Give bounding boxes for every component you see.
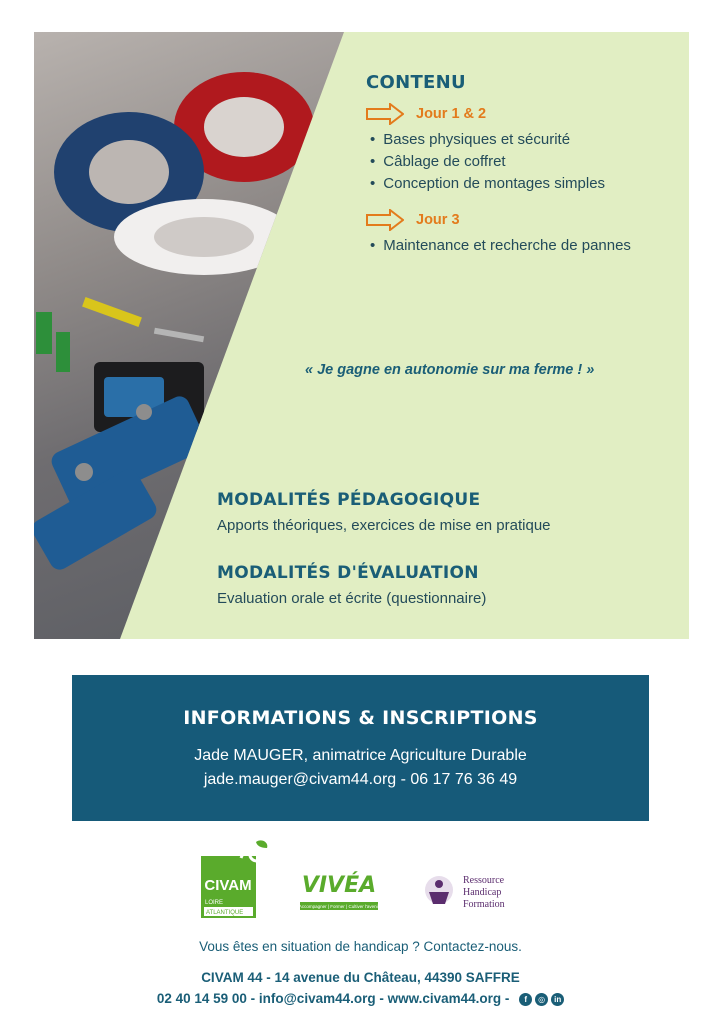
vivea-logo [298,864,380,916]
handicap-note: Vous êtes en situation de handicap ? Contactez-nous. [199,939,522,954]
tools-photo [34,32,344,639]
modalites-evaluation-title: MODALITÉS D'ÉVALUATION [217,563,479,583]
footer-contact-text[interactable]: 02 40 14 59 00 - info@civam44.org - www.civam44.org - [156,991,510,1006]
modalites-evaluation [217,563,486,607]
svg-text:LOIRE: LOIRE [205,900,224,906]
contact-details[interactable]: jade.mauger@civam44.org - 06 17 76 36 49 [203,771,518,788]
info-title: INFORMATIONS & INSCRIPTIONS [183,707,538,729]
modalites-pedagogique-title: MODALITÉS PÉDAGOGIQUE [217,490,481,510]
list-item: • Maintenance et recherche de pannes [370,237,631,254]
contenu-title: CONTENU [366,72,466,93]
content-panel [34,32,689,639]
civam-logo [201,840,269,918]
arrow-right-icon [366,103,404,125]
info-band [72,675,649,821]
svg-text:ATLANTIQUE: ATLANTIQUE [206,910,244,916]
modalites-pedagogique [217,490,551,534]
footer-contact [0,991,721,1006]
day-heading [366,103,631,125]
ressource-handicap-formation-logo [417,866,537,918]
instagram-icon[interactable]: ◎ [535,993,548,1006]
svg-text:Accompagner | Former | Cultive: Accompagner | Former | Cultiver l'avenir [298,904,380,909]
day-heading [366,209,631,231]
modalites-evaluation-text: Evaluation orale et écrite (questionnaire) [217,590,487,607]
day-items-list [366,235,631,257]
modalites-pedagogique-text: Apports théoriques, exercices de mise en pratique [217,517,551,534]
svg-text:Ressource: Ressource [463,875,505,886]
linkedin-icon[interactable]: in [551,993,564,1006]
list-item: • Conception de montages simples [370,175,606,192]
day-label: Jour 1 & 2 [416,106,487,122]
testimonial-quote: « Je gagne en autonomie sur ma ferme ! » [305,362,595,378]
svg-text:VIVÉA: VIVÉA [301,873,377,898]
footer-address: CIVAM 44 - 14 avenue du Château, 44390 SAFFRE [201,970,520,985]
svg-text:Formation: Formation [463,899,505,910]
social-icons [519,993,564,1006]
day-items-list [366,129,631,195]
svg-text:CIVAM: CIVAM [204,877,252,894]
list-item: • Bases physiques et sécurité [370,131,571,148]
contact-person: Jade MAUGER, animatrice Agriculture Durable [194,747,527,764]
arrow-right-icon [366,209,404,231]
day-label: Jour 3 [416,212,460,228]
facebook-icon[interactable]: f [519,993,532,1006]
contenu-section [366,72,631,257]
list-item: • Câblage de coffret [370,153,506,170]
svg-text:Handicap: Handicap [463,887,502,898]
